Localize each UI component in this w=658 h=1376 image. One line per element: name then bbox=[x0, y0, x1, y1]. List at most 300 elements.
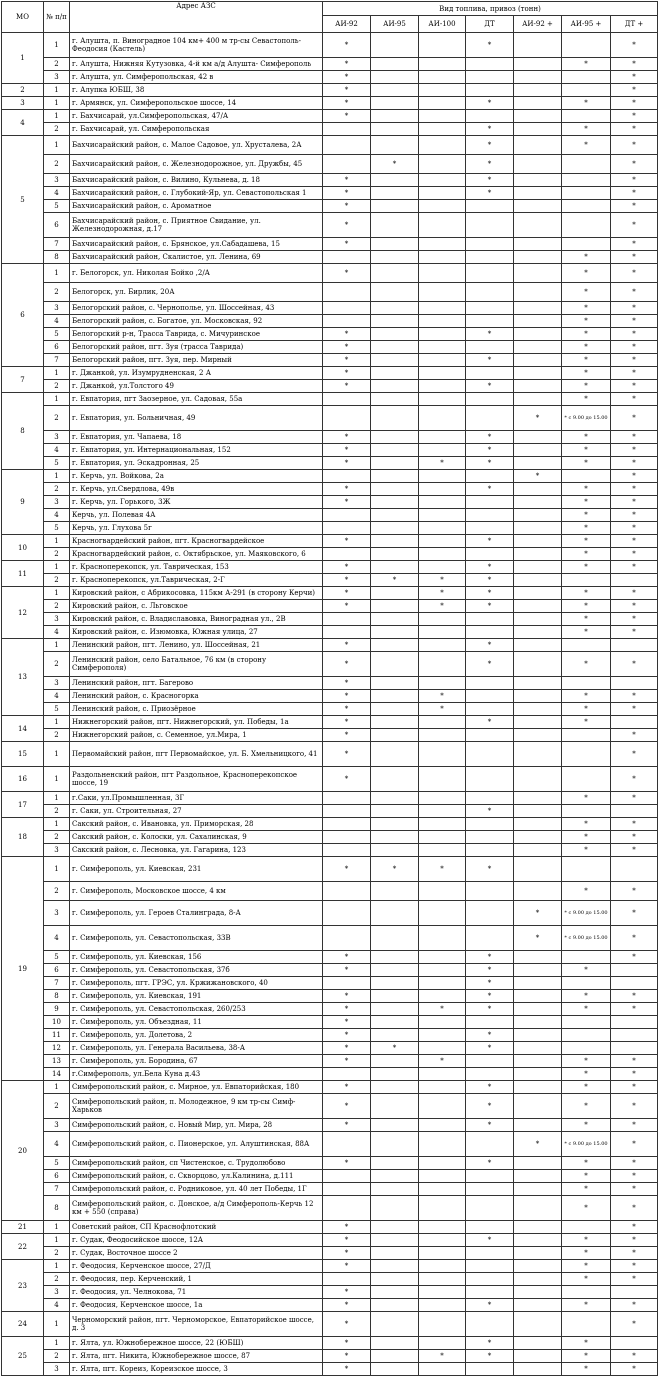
fuel-cell bbox=[323, 136, 371, 155]
address-cell: Сакский район, с. Лесновка, ул. Гагарина, 123 bbox=[70, 844, 323, 857]
fuel-cell: * bbox=[611, 844, 658, 857]
fuel-cell: * bbox=[611, 626, 658, 639]
fuel-cell bbox=[466, 110, 514, 123]
fuel-cell: * bbox=[562, 831, 611, 844]
table-row bbox=[2, 431, 658, 444]
mo-cell: 11 bbox=[2, 561, 44, 587]
number-cell: 5 bbox=[44, 457, 70, 470]
number-cell: 2 bbox=[44, 729, 70, 742]
table-row bbox=[2, 990, 658, 1003]
fuel-cell bbox=[562, 805, 611, 818]
fuel-cell: * bbox=[562, 457, 611, 470]
number-cell: 1 bbox=[44, 367, 70, 380]
fuel-cell bbox=[611, 1029, 658, 1042]
fuel-cell bbox=[514, 1170, 562, 1183]
fuel-cell: * bbox=[611, 1119, 658, 1132]
fuel-cell: * bbox=[562, 1055, 611, 1068]
fuel-cell bbox=[562, 574, 611, 587]
fuel-cell bbox=[419, 626, 466, 639]
fuel-cell: * bbox=[323, 1029, 371, 1042]
fuel-cell bbox=[466, 1273, 514, 1286]
fuel-cell bbox=[611, 805, 658, 818]
fuel-cell bbox=[371, 652, 419, 677]
address-cell: Бахчисарайский район, с. Брянское, ул.Сабадашева, 15 bbox=[70, 238, 323, 251]
fuel-cell: * bbox=[323, 587, 371, 600]
address-cell: Бахчисарайский район, с. Вилино, Кульнева, д. 18 bbox=[70, 174, 323, 187]
header-fuel-column: АИ-92 bbox=[323, 16, 371, 33]
fuel-cell bbox=[419, 1029, 466, 1042]
address-cell: Советский район, СП Краснофлотский bbox=[70, 1221, 323, 1234]
fuel-cell bbox=[514, 457, 562, 470]
number-cell: 3 bbox=[44, 677, 70, 690]
fuel-cell bbox=[466, 509, 514, 522]
fuel-cell bbox=[419, 354, 466, 367]
fuel-cell: * bbox=[611, 123, 658, 136]
fuel-cell bbox=[611, 716, 658, 729]
fuel-cell bbox=[419, 110, 466, 123]
fuel-cell bbox=[514, 587, 562, 600]
fuel-cell bbox=[323, 844, 371, 857]
mo-cell: 10 bbox=[2, 535, 44, 561]
table-row bbox=[2, 977, 658, 990]
mo-cell: 25 bbox=[2, 1337, 44, 1376]
table-row bbox=[2, 1119, 658, 1132]
fuel-cell: * bbox=[611, 729, 658, 742]
fuel-cell: * bbox=[611, 328, 658, 341]
address-cell: г. Симферополь, Московское шоссе, 4 км bbox=[70, 882, 323, 901]
fuel-cell bbox=[562, 71, 611, 84]
fuel-cell bbox=[514, 1055, 562, 1068]
address-cell: Первомайский район, пгт Первомайское, ул. Б. Хмельницкого, 41 bbox=[70, 742, 323, 767]
fuel-cell: * bbox=[323, 174, 371, 187]
table-row bbox=[2, 703, 658, 716]
fuel-cell: * bbox=[323, 1042, 371, 1055]
number-cell: 4 bbox=[44, 187, 70, 200]
fuel-cell bbox=[514, 315, 562, 328]
table-row bbox=[2, 283, 658, 302]
fuel-cell: * bbox=[323, 990, 371, 1003]
number-cell: 2 bbox=[44, 882, 70, 901]
fuel-cell bbox=[419, 767, 466, 792]
mo-cell: 14 bbox=[2, 716, 44, 742]
fuel-cell bbox=[419, 1157, 466, 1170]
table-row bbox=[2, 792, 658, 805]
fuel-cell: * bbox=[562, 1081, 611, 1094]
fuel-cell: * bbox=[562, 587, 611, 600]
address-cell: г. Евпатория, ул. Чапаева, 18 bbox=[70, 431, 323, 444]
fuel-cell bbox=[371, 367, 419, 380]
fuel-cell bbox=[514, 71, 562, 84]
address-cell: г. Симферополь, ул. Героев Сталинграда, 8-А bbox=[70, 901, 323, 926]
fuel-cell bbox=[514, 639, 562, 652]
number-cell: 5 bbox=[44, 703, 70, 716]
fuel-cell bbox=[419, 818, 466, 831]
fuel-cell bbox=[466, 690, 514, 703]
number-cell: 6 bbox=[44, 964, 70, 977]
fuel-cell: * bbox=[562, 1273, 611, 1286]
number-cell: 2 bbox=[44, 155, 70, 174]
fuel-cell bbox=[514, 1312, 562, 1337]
fuel-cell bbox=[466, 522, 514, 535]
fuel-cell: * bbox=[611, 951, 658, 964]
table-row bbox=[2, 367, 658, 380]
fuel-cell: * bbox=[611, 136, 658, 155]
fuel-cell bbox=[514, 1183, 562, 1196]
fuel-cell bbox=[371, 587, 419, 600]
fuel-cell: * bbox=[611, 483, 658, 496]
fuel-cell bbox=[514, 1299, 562, 1312]
fuel-cell bbox=[371, 926, 419, 951]
fuel-cell bbox=[419, 264, 466, 283]
table-row bbox=[2, 1221, 658, 1234]
fuel-cell: * bbox=[611, 1221, 658, 1234]
fuel-cell bbox=[419, 1183, 466, 1196]
address-cell: Симферопольский район, с. Родниковое, ул. 40 лет Победы, 1Г bbox=[70, 1183, 323, 1196]
number-cell: 1 bbox=[44, 33, 70, 58]
table-row bbox=[2, 97, 658, 110]
address-cell: г. Алупка ЮБШ, 38 bbox=[70, 84, 323, 97]
fuel-cell: * bbox=[562, 690, 611, 703]
number-cell: 2 bbox=[44, 406, 70, 431]
fuel-cell bbox=[323, 901, 371, 926]
fuel-cell: * bbox=[562, 964, 611, 977]
fuel-cell bbox=[466, 818, 514, 831]
address-cell: Симферопольский район, с. Пионерское, ул. Алуштинская, 88А bbox=[70, 1132, 323, 1157]
fuel-cell: * bbox=[323, 1094, 371, 1119]
table-row bbox=[2, 213, 658, 238]
number-cell: 7 bbox=[44, 977, 70, 990]
fuel-cell bbox=[371, 1350, 419, 1363]
table-row bbox=[2, 380, 658, 393]
fuel-cell: * bbox=[611, 200, 658, 213]
fuel-cell: * bbox=[466, 1081, 514, 1094]
table-row bbox=[2, 600, 658, 613]
table-row bbox=[2, 857, 658, 882]
fuel-cell: * bbox=[611, 187, 658, 200]
table-row bbox=[2, 315, 658, 328]
number-cell: 7 bbox=[44, 1183, 70, 1196]
fuel-cell bbox=[514, 964, 562, 977]
table-row bbox=[2, 587, 658, 600]
fuel-cell bbox=[371, 703, 419, 716]
number-cell: 2 bbox=[44, 831, 70, 844]
header-address: Адрес АЗС bbox=[70, 2, 323, 33]
number-cell: 3 bbox=[44, 1363, 70, 1376]
fuel-cell: * bbox=[466, 951, 514, 964]
fuel-cell bbox=[514, 1260, 562, 1273]
fuel-cell: * bbox=[323, 600, 371, 613]
fuel-cell bbox=[371, 1221, 419, 1234]
fuel-cell bbox=[514, 1273, 562, 1286]
number-cell: 8 bbox=[44, 251, 70, 264]
fuel-cell: * bbox=[323, 857, 371, 882]
fuel-cell: * bbox=[323, 97, 371, 110]
fuel-cell: * bbox=[419, 1350, 466, 1363]
fuel-cell bbox=[371, 1286, 419, 1299]
address-cell: Раздольненский район, пгт Раздольное, Красноперекопское шоссе, 19 bbox=[70, 767, 323, 792]
address-cell: г. Симферополь, ул. Севастопольская, 33В bbox=[70, 926, 323, 951]
fuel-cell bbox=[466, 496, 514, 509]
address-cell: г. Джанкой, ул. Изумрудненская, 2 А bbox=[70, 367, 323, 380]
fuel-cell: * bbox=[611, 302, 658, 315]
fuel-cell bbox=[611, 1016, 658, 1029]
fuel-cell: * bbox=[562, 818, 611, 831]
number-cell: 2 bbox=[44, 805, 70, 818]
fuel-cell bbox=[371, 831, 419, 844]
fuel-cell bbox=[611, 1042, 658, 1055]
fuel-cell bbox=[466, 882, 514, 901]
fuel-cell bbox=[466, 1068, 514, 1081]
fuel-cell bbox=[466, 238, 514, 251]
fuel-cell bbox=[371, 767, 419, 792]
fuel-cell bbox=[514, 33, 562, 58]
fuel-cell: * bbox=[466, 1119, 514, 1132]
fuel-cell: * bbox=[562, 1068, 611, 1081]
fuel-cell bbox=[466, 1170, 514, 1183]
table-row bbox=[2, 882, 658, 901]
fuel-cell bbox=[466, 1286, 514, 1299]
fuel-cell bbox=[466, 1260, 514, 1273]
table-row bbox=[2, 613, 658, 626]
number-cell: 1 bbox=[44, 767, 70, 792]
fuel-cell bbox=[514, 805, 562, 818]
fuel-cell bbox=[562, 174, 611, 187]
mo-cell: 16 bbox=[2, 767, 44, 792]
fuel-cell: * bbox=[466, 123, 514, 136]
address-cell: г.Симферополь, ул.Бела Куна д.43 bbox=[70, 1068, 323, 1081]
address-cell: г. Симферополь, ул. Киевская, 231 bbox=[70, 857, 323, 882]
number-cell: 1 bbox=[44, 1234, 70, 1247]
fuel-cell: * bbox=[562, 990, 611, 1003]
fuel-cell: * bbox=[562, 1234, 611, 1247]
table-row bbox=[2, 729, 658, 742]
fuel-cell bbox=[514, 97, 562, 110]
fuel-cell bbox=[371, 1183, 419, 1196]
fuel-cell bbox=[323, 315, 371, 328]
address-cell: г. Феодосия, ул. Челнокова, 71 bbox=[70, 1286, 323, 1299]
fuel-cell bbox=[371, 496, 419, 509]
fuel-cell bbox=[419, 251, 466, 264]
fuel-cell bbox=[371, 71, 419, 84]
fuel-cell: * bbox=[323, 1081, 371, 1094]
fuel-cell: * bbox=[562, 522, 611, 535]
address-cell: Черноморский район, пгт. Черноморское, Евпаторийское шоссе, д. 3 bbox=[70, 1312, 323, 1337]
fuel-cell: * bbox=[611, 431, 658, 444]
table-body bbox=[2, 33, 658, 1376]
fuel-cell bbox=[514, 626, 562, 639]
fuel-cell bbox=[419, 844, 466, 857]
fuel-cell bbox=[371, 964, 419, 977]
fuel-cell bbox=[419, 509, 466, 522]
fuel-cell bbox=[371, 901, 419, 926]
fuel-cell: * bbox=[419, 703, 466, 716]
number-cell: 1 bbox=[44, 535, 70, 548]
fuel-cell bbox=[466, 1312, 514, 1337]
fuel-cell: * bbox=[611, 406, 658, 431]
fuel-cell: * bbox=[611, 831, 658, 844]
number-cell: 7 bbox=[44, 238, 70, 251]
fuel-cell bbox=[323, 926, 371, 951]
fuel-cell: * bbox=[466, 1094, 514, 1119]
fuel-cell bbox=[562, 110, 611, 123]
fuel-cell: * bbox=[323, 1299, 371, 1312]
fuel-cell bbox=[419, 831, 466, 844]
table-row bbox=[2, 1094, 658, 1119]
fuel-cell bbox=[514, 767, 562, 792]
number-cell: 7 bbox=[44, 354, 70, 367]
fuel-cell: * bbox=[323, 1286, 371, 1299]
fuel-cell bbox=[514, 1337, 562, 1350]
number-cell: 2 bbox=[44, 1273, 70, 1286]
fuel-cell bbox=[419, 123, 466, 136]
fuel-cell bbox=[466, 677, 514, 690]
fuel-cell: * bbox=[611, 926, 658, 951]
fuel-cell: * bbox=[562, 1196, 611, 1221]
fuel-cell: * bbox=[323, 328, 371, 341]
number-cell: 3 bbox=[44, 496, 70, 509]
fuel-cell bbox=[514, 1350, 562, 1363]
fuel-cell bbox=[323, 1170, 371, 1183]
fuel-cell bbox=[466, 901, 514, 926]
fuel-cell bbox=[371, 742, 419, 767]
address-cell: г. Бахчисарай, ул. Симферопольская bbox=[70, 123, 323, 136]
fuel-cell: * bbox=[611, 522, 658, 535]
fuel-cell bbox=[562, 951, 611, 964]
table-row bbox=[2, 1170, 658, 1183]
fuel-cell bbox=[419, 155, 466, 174]
fuel-cell: * bbox=[562, 354, 611, 367]
fuel-cell: * bbox=[466, 652, 514, 677]
fuel-cell bbox=[419, 792, 466, 805]
fuel-cell bbox=[371, 990, 419, 1003]
fuel-cell: * bbox=[419, 1003, 466, 1016]
address-cell: г. Симферополь, ул. Бородина, 67 bbox=[70, 1055, 323, 1068]
fuel-cell bbox=[323, 1132, 371, 1157]
address-cell: г. Джанкой, ул.Толстого 49 bbox=[70, 380, 323, 393]
fuel-cell bbox=[419, 444, 466, 457]
fuel-cell bbox=[419, 71, 466, 84]
table-row bbox=[2, 831, 658, 844]
fuel-cell bbox=[466, 703, 514, 716]
fuel-cell bbox=[466, 393, 514, 406]
fuel-cell bbox=[371, 58, 419, 71]
fuel-cell: * bbox=[611, 470, 658, 483]
fuel-cell bbox=[371, 522, 419, 535]
fuel-cell bbox=[371, 470, 419, 483]
number-cell: 8 bbox=[44, 1196, 70, 1221]
fuel-cell: * bbox=[466, 457, 514, 470]
fuel-cell bbox=[562, 857, 611, 882]
fuel-cell: * bbox=[611, 213, 658, 238]
mo-cell: 24 bbox=[2, 1312, 44, 1337]
fuel-cell bbox=[514, 729, 562, 742]
fuel-cell: * bbox=[611, 238, 658, 251]
table-row bbox=[2, 805, 658, 818]
address-cell: г. Ялта, пгт. Никита, Южнобережное шоссе, 87 bbox=[70, 1350, 323, 1363]
address-cell: г. Судак, Восточное шоссе 2 bbox=[70, 1247, 323, 1260]
number-cell: 1 bbox=[44, 587, 70, 600]
fuel-cell bbox=[514, 1003, 562, 1016]
fuel-cell: * bbox=[466, 174, 514, 187]
fuel-cell: * bbox=[611, 1299, 658, 1312]
fuel-cell bbox=[371, 97, 419, 110]
address-cell: г. Ялта, ул. Южнобережное шоссе, 22 (ЮБШ) bbox=[70, 1337, 323, 1350]
number-cell: 4 bbox=[44, 626, 70, 639]
fuel-cell bbox=[371, 213, 419, 238]
fuel-cell bbox=[514, 380, 562, 393]
address-cell: г. Феодосия, Керченское шоссе, 27/Д bbox=[70, 1260, 323, 1273]
number-cell: 4 bbox=[44, 1299, 70, 1312]
fuel-cell: * bbox=[466, 1042, 514, 1055]
number-cell: 2 bbox=[44, 380, 70, 393]
fuel-cell: * bbox=[611, 264, 658, 283]
fuel-cell bbox=[323, 882, 371, 901]
fuel-cell bbox=[419, 380, 466, 393]
fuel-cell bbox=[323, 1183, 371, 1196]
fuel-cell bbox=[514, 1042, 562, 1055]
number-cell: 1 bbox=[44, 561, 70, 574]
table-row bbox=[2, 110, 658, 123]
mo-cell: 5 bbox=[2, 136, 44, 264]
fuel-cell bbox=[514, 341, 562, 354]
address-cell: Кировский район, с. Владиславовка, Виноградная ул., 2В bbox=[70, 613, 323, 626]
fuel-cell bbox=[371, 1299, 419, 1312]
address-cell: г. Керчь, ул.Свердлова, 49в bbox=[70, 483, 323, 496]
fuel-cell bbox=[419, 1068, 466, 1081]
fuel-cell bbox=[371, 431, 419, 444]
fuel-cell: * bbox=[611, 792, 658, 805]
address-cell: Керчь, ул. Глухова 5г bbox=[70, 522, 323, 535]
fuel-cell: * bbox=[611, 315, 658, 328]
table-row bbox=[2, 1081, 658, 1094]
number-cell: 1 bbox=[44, 1337, 70, 1350]
fuel-cell bbox=[466, 926, 514, 951]
fuel-cell bbox=[514, 238, 562, 251]
table-row bbox=[2, 964, 658, 977]
fuel-cell bbox=[514, 831, 562, 844]
fuel-cell: * bbox=[562, 97, 611, 110]
fuel-cell bbox=[514, 1363, 562, 1376]
fuel-cell bbox=[514, 393, 562, 406]
fuel-cell: * bbox=[466, 587, 514, 600]
fuel-cell: * bbox=[323, 496, 371, 509]
fuel-cell bbox=[419, 406, 466, 431]
fuel-cell bbox=[466, 264, 514, 283]
number-cell: 8 bbox=[44, 990, 70, 1003]
fuel-cell: * bbox=[466, 1299, 514, 1312]
fuel-cell bbox=[514, 509, 562, 522]
fuel-cell: * bbox=[514, 926, 562, 951]
fuel-cell: * bbox=[611, 110, 658, 123]
fuel-cell bbox=[323, 155, 371, 174]
fuel-cell bbox=[514, 690, 562, 703]
fuel-cell: * bbox=[562, 1260, 611, 1273]
fuel-cell: * bbox=[562, 1003, 611, 1016]
fuel-cell: * bbox=[323, 716, 371, 729]
fuel-cell bbox=[371, 457, 419, 470]
mo-cell: 7 bbox=[2, 367, 44, 393]
fuel-cell bbox=[514, 444, 562, 457]
fuel-cell bbox=[466, 792, 514, 805]
fuel-cell bbox=[371, 535, 419, 548]
fuel-cell bbox=[514, 716, 562, 729]
fuel-cell bbox=[611, 1286, 658, 1299]
fuel-cell bbox=[371, 729, 419, 742]
fuel-cell bbox=[514, 677, 562, 690]
fuel-cell: * bbox=[562, 600, 611, 613]
fuel-cell bbox=[419, 58, 466, 71]
fuel-cell bbox=[371, 1312, 419, 1337]
